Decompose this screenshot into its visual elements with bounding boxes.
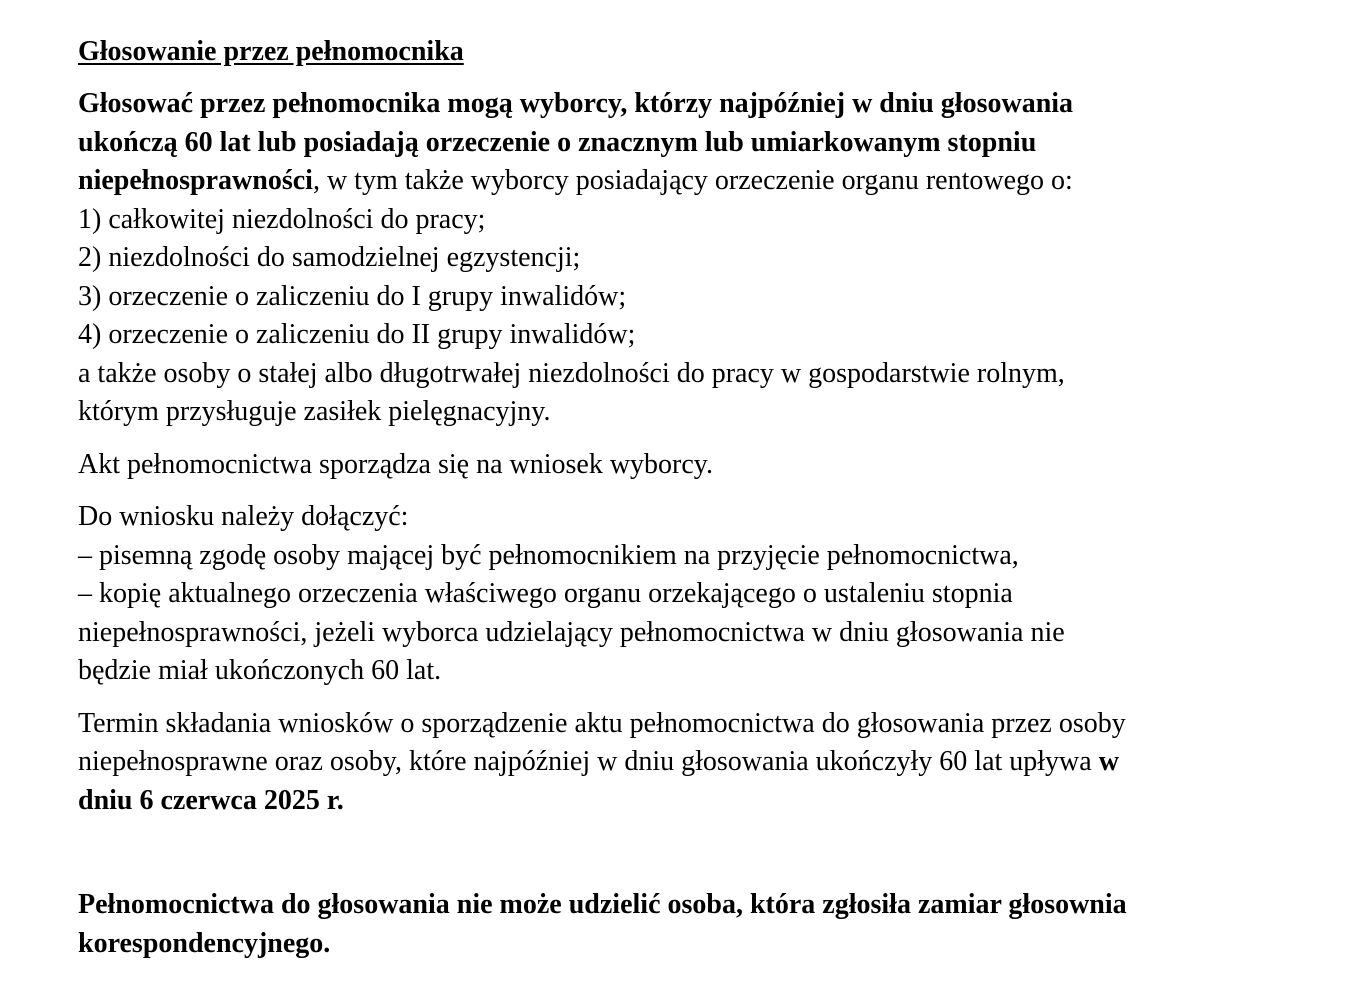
attachment-item: – pisemną zgodę osoby mającej być pełnomocnikiem na przyjęcie pełnomocnictwa, xyxy=(78,539,1019,571)
additional-line: którym przysługuje zasiłek pielęgnacyjny. xyxy=(78,396,551,427)
deadline-paragraph xyxy=(78,705,1348,821)
condition-item: 4) orzeczenie o zaliczeniu do II grupy inwalidów; xyxy=(78,319,636,350)
final-notice-line-1: Pełnomocnictwa do głosowania nie może udzielić osoba, która zgłosiła zamiar głosownia xyxy=(78,889,1127,920)
additional-line: a także osoby o stałej albo długotrwałej niezdolności do pracy w gospodarstwie rolnym, xyxy=(78,357,1065,389)
intro-paragraph xyxy=(78,85,1348,432)
intro-line-3 xyxy=(78,162,1348,201)
deadline-bold-w: w xyxy=(1098,746,1119,777)
document-title: Głosowanie przez pełnomocnika xyxy=(78,36,464,67)
deadline-line-2 xyxy=(78,743,1348,782)
attachment-item: niepełnosprawności, jeżeli wyborca udzielający pełnomocnictwa w dniu głosowania nie xyxy=(78,616,1065,648)
deadline-line-2-text: niepełnosprawne oraz osoby, które najpóźniej w dniu głosowania ukończyły 60 lat upływa xyxy=(78,746,1099,777)
condition-item: 2) niezdolności do samodzielnej egzystencji; xyxy=(78,242,581,273)
attachments-paragraph xyxy=(78,498,1348,691)
deadline-date: dniu 6 czerwca 2025 r. xyxy=(78,784,344,816)
attachment-item: będzie miał ukończonych 60 lat. xyxy=(78,655,442,686)
attachments-heading: Do wniosku należy dołączyć: xyxy=(78,501,409,532)
deadline-line-1: Termin składania wniosków o sporządzenie aktu pełnomocnictwa do głosowania przez osoby xyxy=(78,707,1126,739)
condition-item: 3) orzeczenie o zaliczeniu do I grupy inwalidów; xyxy=(78,280,627,312)
final-notice xyxy=(78,886,1348,963)
intro-bold-line-1: Głosować przez pełnomocnika mogą wyborcy, którzy najpóźniej w dniu głosowania xyxy=(78,88,1074,119)
intro-bold-line-3: niepełnosprawności xyxy=(78,165,313,196)
intro-bold-line-2: ukończą 60 lat lub posiadają orzeczenie o znacznym lub umiarkowanym stopniu xyxy=(78,126,1037,158)
final-notice-line-2: korespondencyjnego. xyxy=(78,927,331,959)
act-statement: Akt pełnomocnictwa sporządza się na wniosek wyborcy. xyxy=(78,448,713,480)
condition-item: 1) całkowitej niezdolności do pracy; xyxy=(78,203,486,235)
document-page xyxy=(78,33,1348,977)
spacer xyxy=(78,834,1348,886)
intro-regular-tail: , w tym także wyborcy posiadający orzeczenie organu rentowego o: xyxy=(312,165,1073,196)
attachment-item: – kopię aktualnego orzeczenia właściwego organu orzekającego o ustaleniu stopnia xyxy=(78,578,1013,609)
